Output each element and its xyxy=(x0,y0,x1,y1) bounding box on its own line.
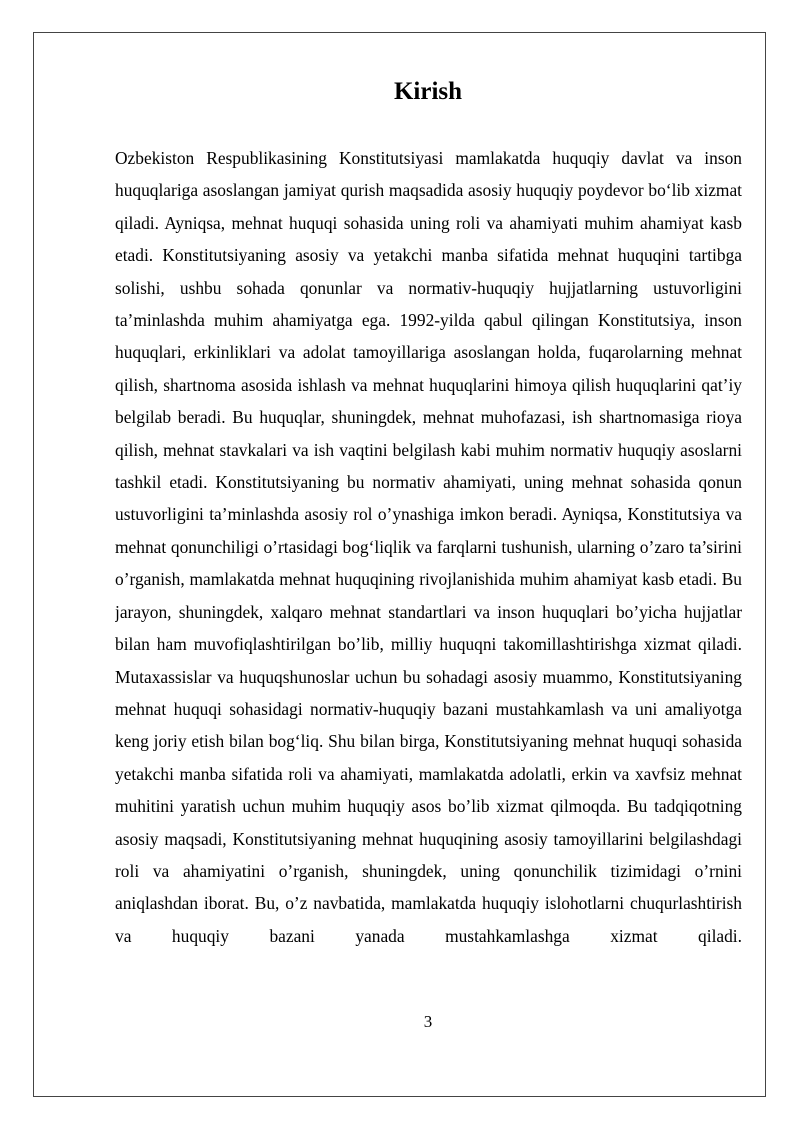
page-number: 3 xyxy=(423,1012,433,1031)
body-paragraph: Ozbekiston Respublikasining Konstitutsiyasi mamlakatda huquqiy davlat va inson huquqlariga asoslangan jamiyat qurish maqsadida asosiy huquqiy poydevor bo‘lib xizmat qiladi. Ayniqsa, mehnat huquqi sohasida uning roli va ahamiyati muhim ahamiyat kasb etadi. Konstitutsiyaning asosiy va yetakchi manba sifatida mehnat huquqini tartibga solishi, ushbu sohada qonunlar va normativ-huquqiy hujjatlarning ustuvorligini ta’minlashda muhim ahamiyatga ega. 1992-yilda qabul qilingan Konstitutsiya, inson huquqlari, erkinliklari va adolat tamoyillariga asoslangan holda, fuqarolarning mehnat qilish, shartnoma asosida ishlash va mehnat huquqlarini himoya qilish huquqlarini qat’iy belgilab beradi. Bu huquqlar, shuningdek, mehnat muhofazasi, ish shartnomasiga rioya qilish, mehnat stavkalari va ish vaqtini belgilash kabi muhim normativ huquqiy asoslarni tashkil etadi. Konstitutsiyaning bu normativ ahamiyati, uning mehnat sohasida qonun ustuvorligini ta’minlashda asosiy rol o’ynashiga imkon beradi. Ayniqsa, Konstitutsiya va mehnat qonunchiligi o’rtasidagi bog‘liqlik va farqlarni tushunish, ularning o’zaro ta’sirini o’rganish, mamlakatda mehnat huquqining rivojlanishida muhim ahamiyat kasb etadi. Bu jarayon, shuningdek, xalqaro mehnat standartlari va inson huquqlari bo’yicha hujjatlar bilan ham muvofiqlashtirilgan bo’lib, milliy huquqni takomillashtirishga xizmat qiladi. Mutaxassislar va huquqshunoslar uchun bu sohadagi asosiy muammo, Konstitutsiyaning mehnat huquqi sohasidagi normativ-huquqiy bazani mustahkamlash va uni amaliyotga keng joriy etish bilan bog‘liq. Shu bilan birga, Konstitutsiyaning mehnat huquqi sohasida yetakchi manba sifatida roli va ahamiyati, mamlakatda adolatli, erkin va xavfsiz mehnat muhitini yaratish uchun muhim huquqiy asos bo’lib xizmat qilmoqda. Bu tadqiqotning asosiy maqsadi, Konstitutsiyaning mehnat huquqining asosiy tamoyillarini belgilashdagi roli va ahamiyatini o’rganish, shuningdek, uning qonunchilik tizimidagi o’rnini aniqlashdan iborat. Bu, o’z navbatida, mamlakatda huquqiy islohotlarni chuqurlashtirish va huquqiy bazani yanada mustahkamlashga xizmat qiladi. xyxy=(115,148,742,946)
section-title: Kirish xyxy=(393,78,463,105)
